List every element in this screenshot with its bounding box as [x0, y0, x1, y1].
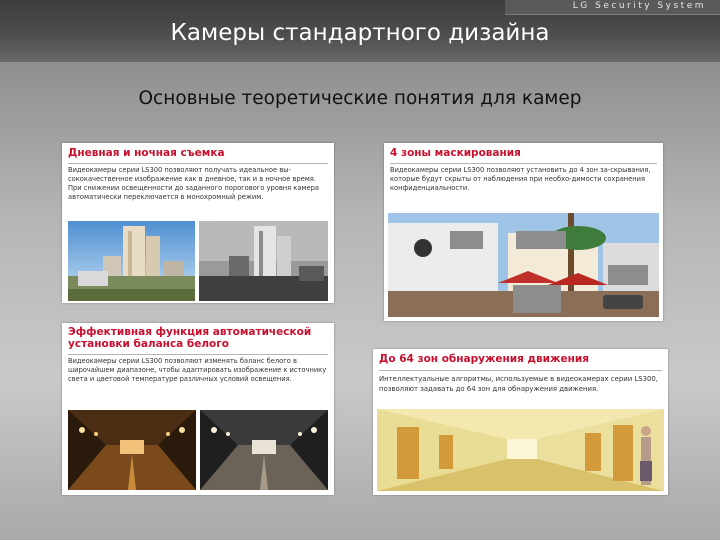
tunnel-warm-photo	[68, 410, 196, 490]
card-masking	[384, 143, 663, 321]
mask-zone-1	[450, 231, 483, 249]
card-masking-title: 4 зоны маскирования	[390, 147, 521, 159]
street-masking-photo	[388, 213, 659, 317]
mask-zone-3	[608, 265, 648, 285]
card-white-balance-rule	[68, 354, 328, 355]
tunnel-balanced-photo	[200, 410, 328, 490]
card-masking-text: Видеокамеры серии LS300 позволяют установить до 4 зон за-скрывания, которые будут скрыты от наблюдения при необхо-димости сохранения конфиденциальности.	[390, 166, 651, 192]
card-day-night-text: Видеокамеры серии LS300 позволяют получать идеальное вы-сококачественное изображение как в дневное, так и в ночное время. При снижении освещенности до заданного порогового уровня камера автоматически переключается в монохромный режим.	[68, 166, 319, 201]
card-day-night-title: Дневная и ночная съемка	[68, 147, 225, 159]
card-day-night-rule	[68, 163, 328, 164]
card-motion-detection-title: До 64 зон обнаружения движения	[379, 353, 589, 365]
mask-zone-2	[516, 231, 566, 249]
card-motion-detection-rule	[379, 370, 662, 371]
corridor-photo	[377, 409, 664, 491]
card-day-night	[62, 143, 334, 303]
card-motion-detection	[373, 349, 668, 495]
night-city-photo	[199, 221, 328, 301]
card-masking-rule	[390, 163, 657, 164]
day-city-photo	[68, 221, 195, 301]
card-white-balance-title-1: Эффективная функция автоматической	[68, 326, 312, 338]
page-subtitle: Основные теоретические понятия для камер	[138, 88, 582, 109]
brand-strip	[505, 0, 720, 15]
card-white-balance-title-2: установки баланса белого	[68, 338, 229, 350]
card-white-balance	[62, 323, 334, 495]
brand-label: LG Security System	[572, 1, 706, 11]
page-title: Камеры стандартного дизайна	[170, 20, 550, 46]
mask-zone-4	[513, 285, 561, 313]
card-white-balance-text: Видеокамеры серии LS300 позволяют изменять баланс белого в широчайшем диапазоне, чтобы адаптировать изображение к источнику света и цветовой температуре различных условий освещения.	[68, 357, 327, 383]
card-motion-detection-text: Интеллектуальные алгоритмы, используемые в видеокамерах серии LS300, позволяют задавать до 64 зон для обнаружения движения.	[379, 375, 658, 393]
